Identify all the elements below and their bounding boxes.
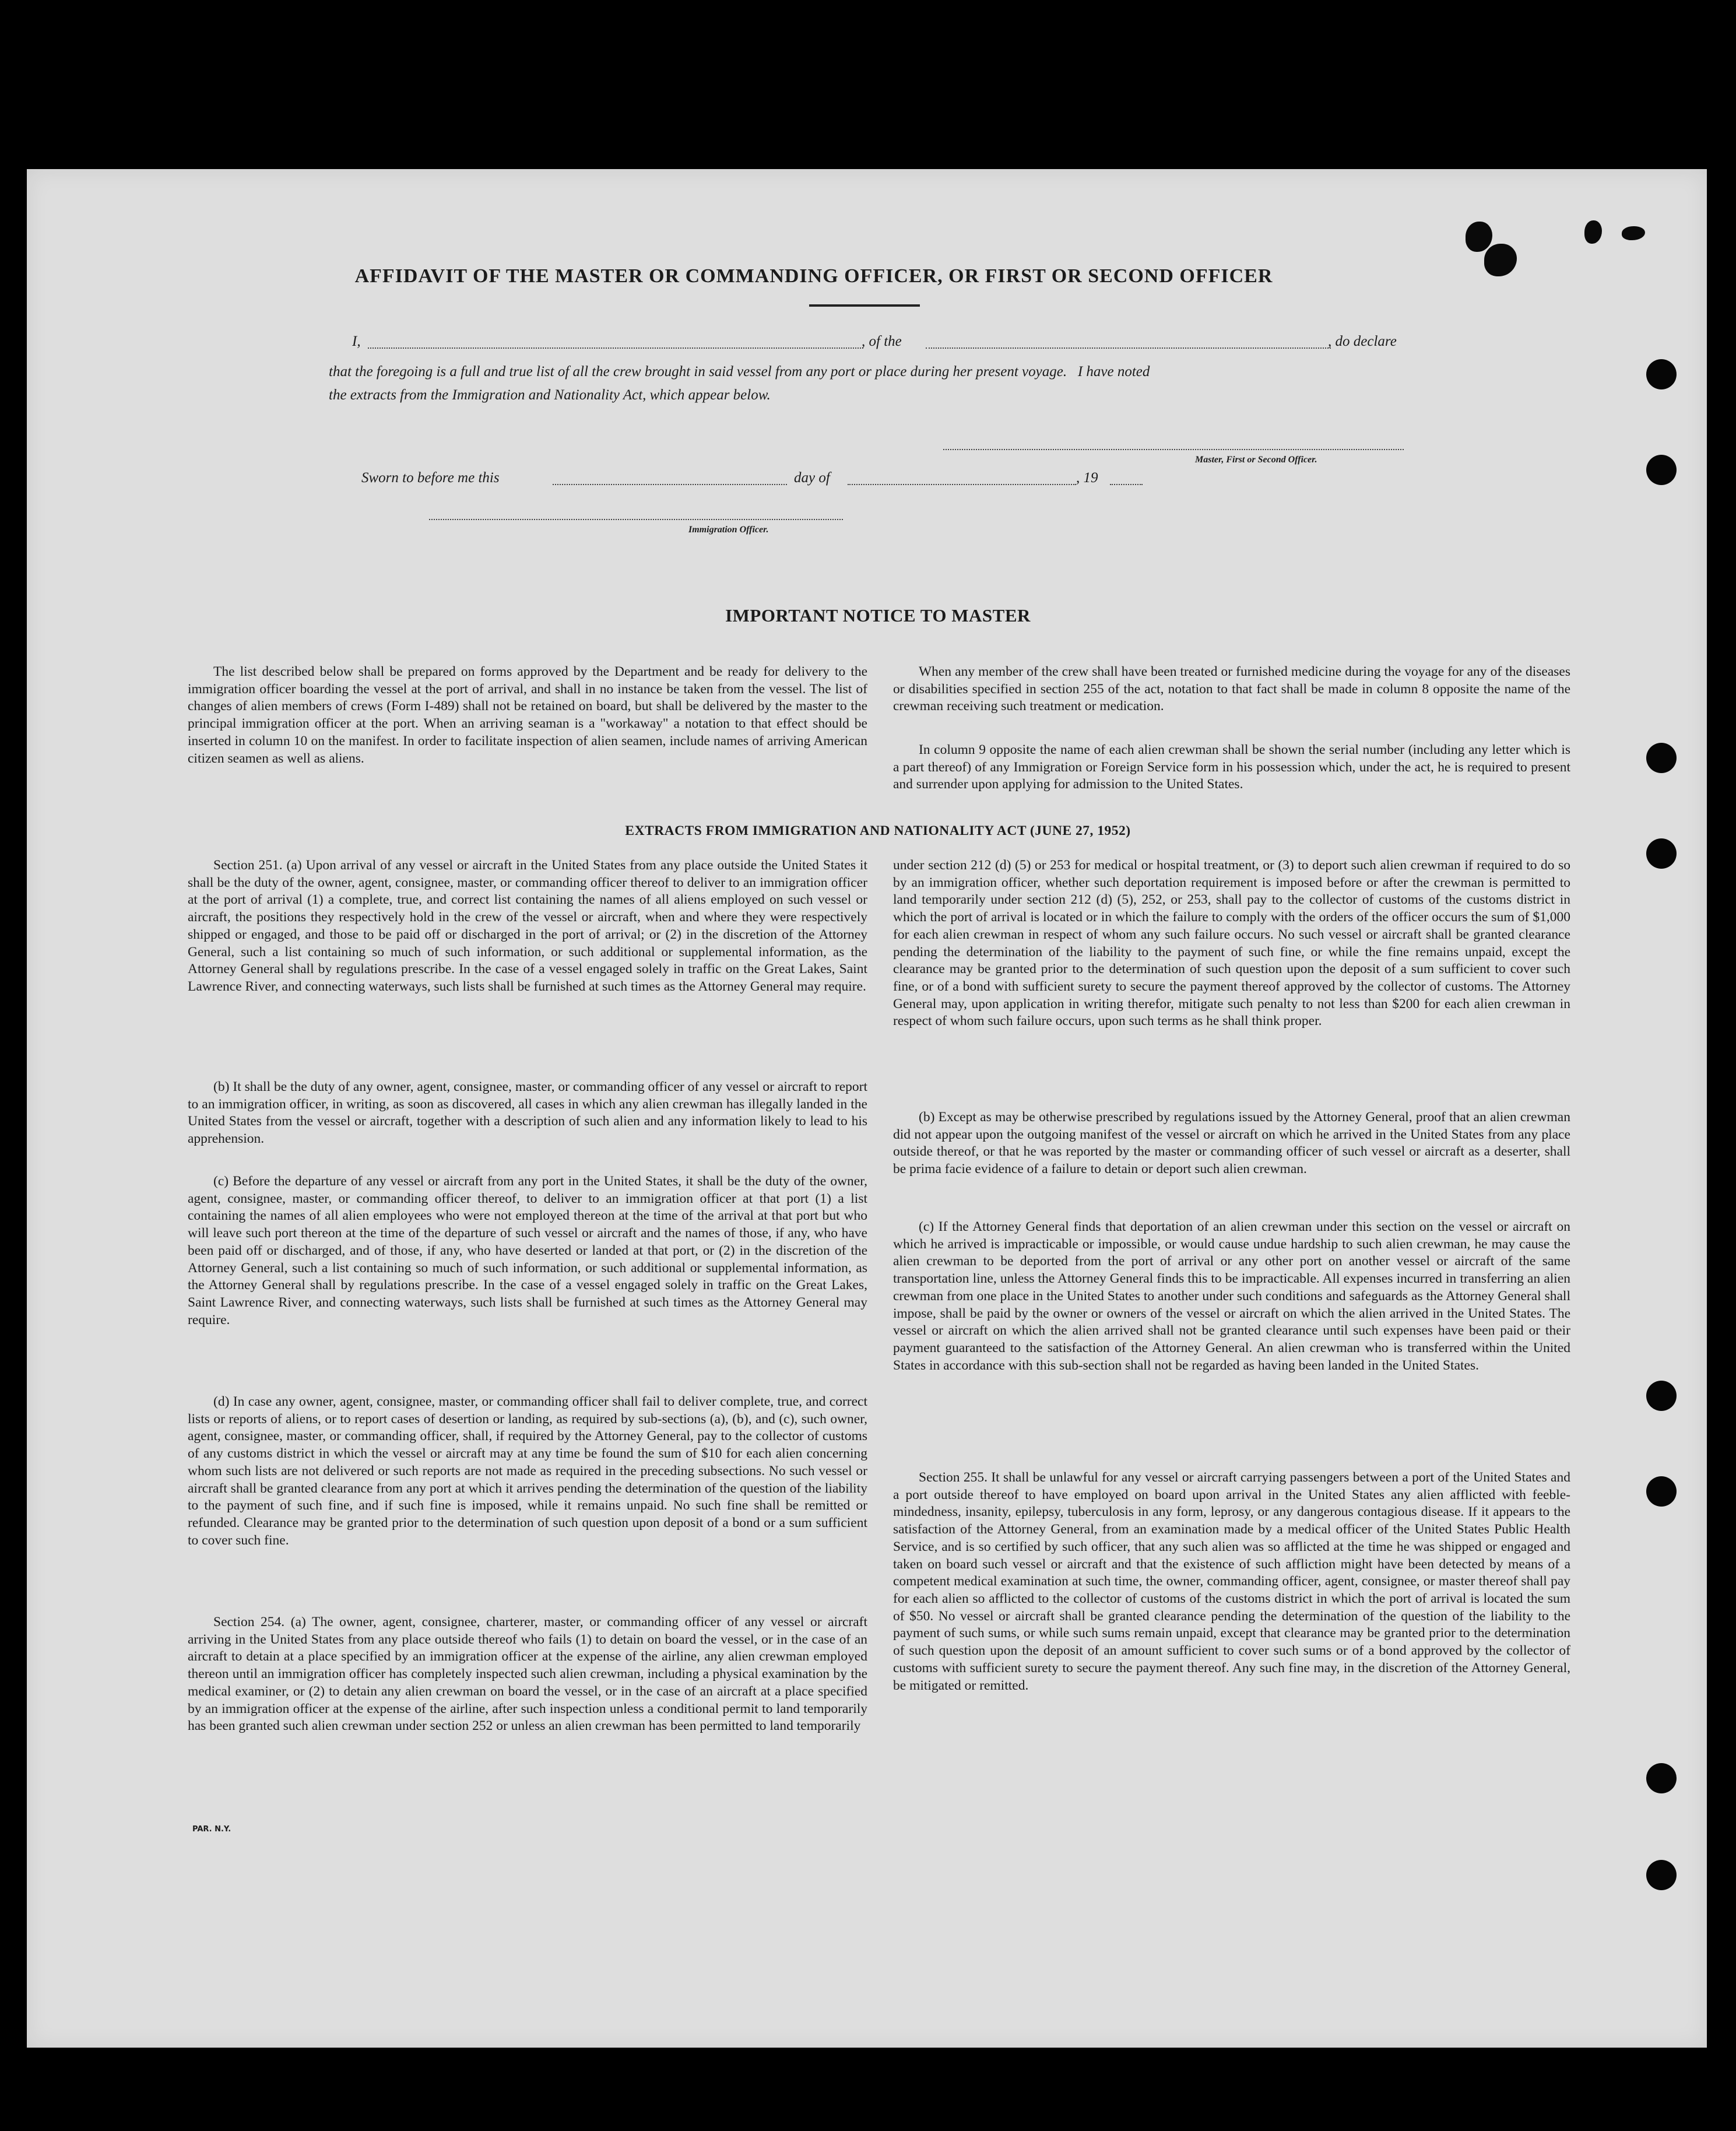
section-255: Section 255. It shall be unlawful for any vessel or aircraft carrying passengers between a port of the United States and a port outside thereof to have employed on board upon arrival in the United States any alien afflicted with feeble-mindedness, insanity, epilepsy, tuberculosis in any form, leprosy, or any dangerous contagious disease. If it appears to the satisfaction of the Attorney General, from an examination made by a medical officer of the United States Public Health Service, and is so certified by such officer, that any such alien was so afflicted at the time he was shipped or engaged and taken on board such vessel or aircraft and that the existence of such affliction might have been detected by means of a competent medical examination at such time, the owner, commanding officer, agent, consignee, or master thereof shall pay for each alien so afflicted to the collector of customs of the customs district in which the port of arrival is located the sum of $50. No vessel or aircraft shall be granted clearance pending the determination of the question of the liability to the payment of such sums, or while such sums remain unpaid, except that clearance may be granted prior to the determination of such question upon the deposit of an amount sufficient to cover such sums or of a bond approved by the collector of customs with sufficient surety to secure the payment thereof. Any such fine may, in the discretion of the Attorney General, be mitigated or remitted. (893, 1470, 1570, 1693)
section-251-c: (c) Before the departure of any vessel or aircraft from any port in the United States, it shall be the duty of the owner, agent, consignee, master, or commanding officer thereof, to deliver to an immigration officer at that port (1) a list containing the names of all alien employees who were not employed thereon at the time of the arrival at that port but who will leave such port thereon at the time of the departure of such vessel or aircraft and the names of those, if any, who have been paid off or discharged, and of those, if any, who have deserted or landed at that port, or (2) in the discretion of the Attorney General, such a list containing so much of such information, or such additional or supplemental information, as the Attorney General shall by regulations prescribe. In the case of a vessel engaged solely in traffic on the Great Lakes, Saint Lawrence River, and connecting waterways, such lists shall be furnished at such times as the Attorney General may require. (188, 1174, 867, 1328)
ink-blot (1466, 222, 1492, 252)
extracts-title: EXTRACTS FROM IMMIGRATION AND NATIONALITY ACT (JUNE 27, 1952) (625, 823, 1131, 838)
year-label: , 19 (1076, 470, 1098, 486)
sworn-day-fill-line[interactable] (553, 484, 787, 485)
punch-hole (1646, 1860, 1677, 1890)
master-caption: Master, First or Second Officer. (1195, 455, 1317, 465)
notice-right-paragraph-2: In column 9 opposite the name of each alien crewman shall be shown the serial number (including any letter which is a part thereof) of any Immigration or Foreign Service form in his possession which, under the act, he is required to present and surrender upon applying for admission to the United States. (893, 742, 1570, 792)
master-signature-line[interactable] (943, 449, 1404, 450)
section-254-c: (c) If the Attorney General finds that deportation of an alien crewman under this section on the vessel or aircraft on which he arrived is impracticable or impossible, or would cause undue hardship to such alien crewman, he may cause the alien crewman to be deported from the port of arrival or any other port on another vessel or aircraft of the same transportation line, unless the Attorney General finds this to be impracticable. All expenses incurred in transferring an alien crewman from one place in the United States to another under such conditions and safeguards as the Attorney General shall impose, shall be paid by the owner or owners of the vessel or aircraft on which the alien arrived in the United States. The vessel or aircraft on which the alien arrived shall not be granted clearance until such expenses have been paid or their payment guaranteed to the satisfaction of the Attorney General. An alien crewman who is transferred within the United States in accordance with this sub-section shall not be regarded as having been landed in the United States. (893, 1219, 1570, 1373)
notice-right-paragraph-1: When any member of the crew shall have been treated or furnished medicine during the voyage for any of the diseases or disabilities specified in section 255 of the act, notation to that fact shall be made in column 8 opposite the name of the crewman receiving such treatment or medication. (893, 664, 1570, 714)
officer-signature-line[interactable] (429, 519, 843, 520)
affidavit-title: AFFIDAVIT OF THE MASTER OR COMMANDING OFFICER, OR FIRST OR SECOND OFFICER (354, 265, 1273, 287)
sworn-label: Sworn to before me this (361, 470, 500, 486)
punch-hole (1646, 359, 1677, 389)
decl-do-declare-label: , do declare (1328, 333, 1397, 349)
section-251-b: (b) It shall be the duty of any owner, agent, consignee, master, or commanding officer of any vessel or aircraft to report to an immigration officer, in writing, as soon as discovered, all cases in which any alien crewman has illegally landed in the United States from the vessel or aircraft, together with a description of such alien and any information likely to lead to his apprehension. (188, 1079, 867, 1147)
ink-blot (1622, 226, 1645, 240)
decl-of-the-label: , of the (862, 333, 902, 349)
punch-hole (1646, 1763, 1677, 1793)
form-sheet (27, 169, 1707, 2048)
vessel-fill-line[interactable] (926, 347, 1331, 349)
day-of-label: day of (794, 470, 830, 486)
punch-hole (1646, 1476, 1677, 1507)
section-251-a: Section 251. (a) Upon arrival of any vessel or aircraft in the United States from any place outside the United States it shall be the duty of the owner, agent, consignee, master, or commanding officer thereof to deliver to an immigration officer at the port of arrival (1) a complete, true, and correct list containing the names of all aliens employed on such vessel or aircraft, the positions they respectively hold in the crew of the vessel or aircraft, when and where they were respectively shipped or engaged, and those to be paid off or discharged in the port of arrival; or (2) in the discretion of the Attorney General, such a list containing so much of such information, or such additional or supplemental information, as the Attorney General shall by regulations prescribe. In the case of a vessel engaged solely in traffic on the Great Lakes, Saint Lawrence River, and connecting waterways, such lists shall be furnished at such times as the Attorney General may require. (188, 858, 867, 995)
ink-blot (1484, 244, 1517, 276)
name-fill-line[interactable] (368, 347, 863, 349)
punch-hole (1646, 1381, 1677, 1411)
title-divider (809, 304, 920, 307)
section-251-d: (d) In case any owner, agent, consignee, master, or commanding officer shall fail to deliver complete, true, and correct lists or reports of aliens, or to report cases of desertion or landing, as required by sub-sections (a), (b), and (c), such owner, agent, consignee, master, or commanding officer, shall, if required by the Attorney General, pay to the collector of customs of any customs district in which the vessel or aircraft may at any time be found the sum of $10 for each alien concerning whom such lists are not delivered or such reports are not made as required in the preceding subsections. No such vessel or aircraft shall be granted clearance from any port at which it arrives pending the determination of the question of the liability to the payment of such fine, and if such fine is imposed, while it remains unpaid. No such fine shall be remitted or refunded. Clearance may be granted prior to the determination of such question upon deposit of a bond or a sum sufficient to cover such fine. (188, 1394, 867, 1548)
punch-hole (1646, 838, 1677, 869)
year-fill-line[interactable] (1110, 484, 1143, 485)
section-254-a: Section 254. (a) The owner, agent, consignee, charterer, master, or commanding officer of any vessel or aircraft arriving in the United States from any place outside thereof who fails (1) to detain on board the vessel, or in the case of an aircraft to detain at a place specified by an immigration officer at the expense of the airline, any alien crewman employed thereon until an immigration officer has completely inspected such alien crewman, including a physical examination by the medical examiner, or (2) to detain any alien crewman on board the vessel, or in the case of an aircraft at a place specified by an immigration officer at the expense of the airline, after such inspection unless a conditional permit to land temporarily has been granted such alien crewman under section 252 or unless an alien crewman has been permitted to land temporarily (188, 1614, 867, 1734)
punch-hole (1646, 743, 1677, 773)
printer-mark: PAR. N.Y. (192, 1825, 231, 1834)
section-254-a-continued: under section 212 (d) (5) or 253 for medical or hospital treatment, or (3) to deport such alien crewman if required to do so by an immigration officer, whether such deportation requirement is imposed before or after the crewman is permitted to land temporarily under section 212 (d) (5), 252, or 253, shall pay to the collector of customs of the customs district in which the port of arrival is located or in which the failure to comply with the orders of the officer occurs the sum of $1,000 for each alien crewman in respect of whom any such failure occurs. No such vessel or aircraft shall be granted clearance pending the determination of the liability to the payment of such fine, or while the fine remains unpaid, except the clearance may be granted prior to the determination of such question upon the deposit of a sum sufficient to cover such fine, or of a bond with sufficient surety to secure the payment thereof approved by the collector of customs. The Attorney General may, upon application in writing therefor, mitigate such penalty to not less than $200 for each alien crewman in respect of whom such failure occurs, upon such terms as he shall think proper. (893, 858, 1570, 1029)
notice-title: IMPORTANT NOTICE TO MASTER (725, 605, 1031, 626)
ink-blot (1584, 220, 1602, 244)
section-254-b: (b) Except as may be otherwise prescribed by regulations issued by the Attorney General, proof that an alien crewman did not appear upon the outgoing manifest of the vessel or aircraft on which he arrived in the United States from any place outside thereof, or that he was reported by the master or commanding officer of such vessel or aircraft as a deserter, shall be prima facie evidence of a failure to detain or deport such alien crewman. (893, 1110, 1570, 1177)
declaration-line-2: that the foregoing is a full and true list of all the crew brought in said vessel from any port or place during her present voyage. I have noted (329, 364, 1150, 380)
notice-left-paragraph: The list described below shall be prepared on forms approved by the Department and be ready for delivery to the immigration officer boarding the vessel at the port of arrival, and shall in no instance be taken from the vessel. The list of changes of alien members of crews (Form I-489) shall not be retained on board, but shall be delivered by the master to the principal immigration officer at the port. When an arriving seaman is a "workaway" a notation to that effect should be inserted in column 10 on the manifest. In order to facilitate inspection of alien seamen, include names of arriving American citizen seamen as well as aliens. (188, 664, 867, 766)
officer-caption: Immigration Officer. (688, 525, 769, 535)
sworn-month-fill-line[interactable] (848, 484, 1076, 485)
declaration-line-3: the extracts from the Immigration and Nationality Act, which appear below. (329, 387, 771, 403)
punch-hole (1646, 455, 1677, 485)
decl-i-label: I, (352, 333, 361, 349)
